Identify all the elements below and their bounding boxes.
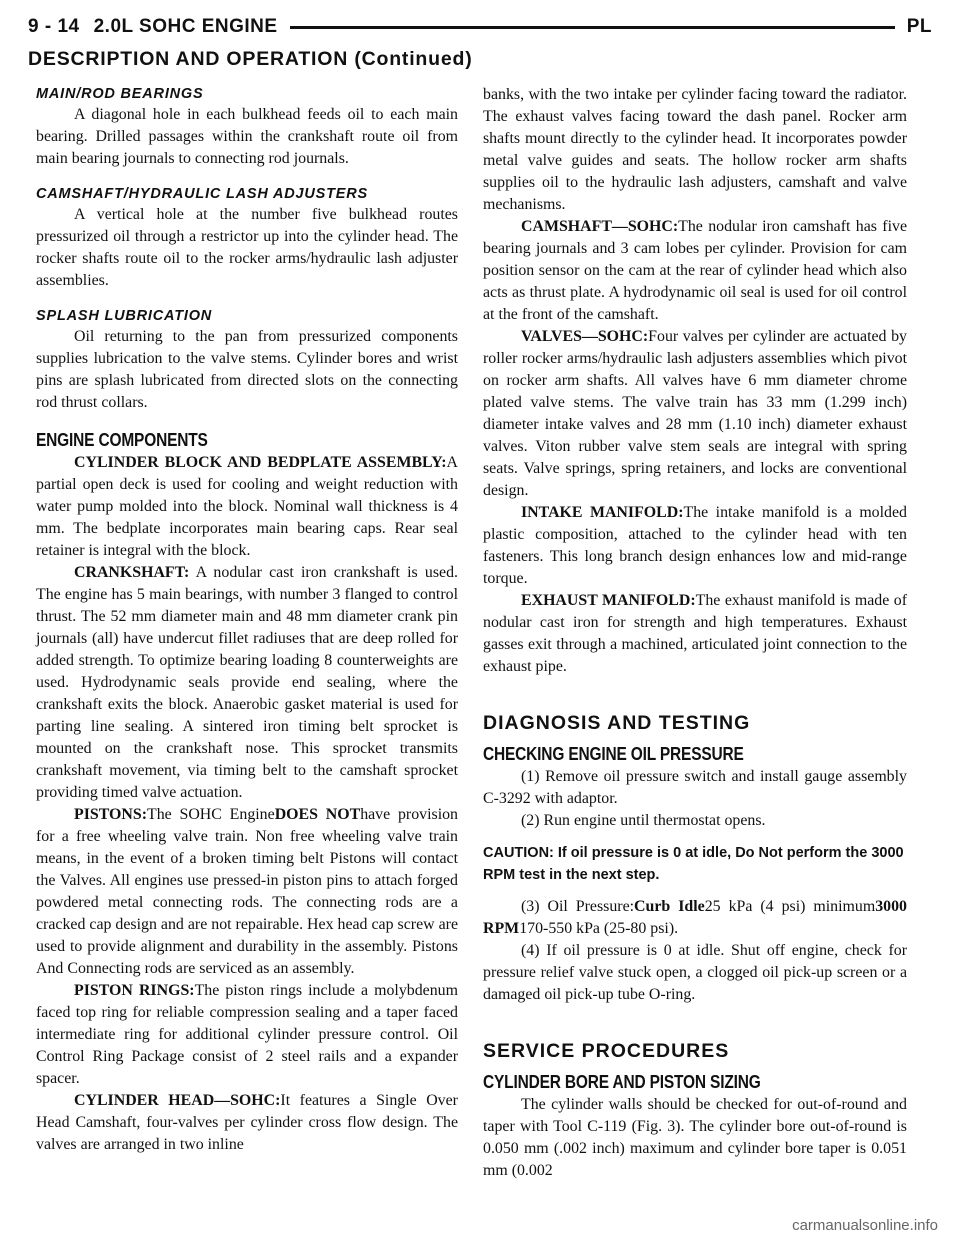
crank-text: A nodular cast iron crankshaft is used. The engine has 5 main bearings, with number 3 flanged to control thrust. The 52 mm diameter main and 48 mm diameter crank pin journals (all) have undercut fillet radiuses that are deep rolled for added strength. To optimize bearing loading 8 counterweights are used. Hydrodynamic seals provide end sealing, where the crankshaft exits the block. Anaerobic gasket material is used for parting line sealing. A sintered iron timing belt sprocket is mounted on the crankshaft nose. This sprocket transmits crankshaft movement, via timing belt to the camshaft sprocket providing timed valve actuation. — [36, 564, 458, 801]
intake-text: The intake manifold is a molded plastic composition, attached to the cylinder head with ten fasteners. This long branch design enhances low and mid-range torque. — [483, 504, 907, 587]
header-rule — [290, 26, 895, 29]
step-3-rpm: 3000 RPM — [483, 898, 907, 937]
valves-text: Four valves per cylinder are actuated by roller rocker arms/hydraulic lash adjusters assemblies which pivot on rocker arm shafts. All valves have 6 mm diameter chrome plated valve stems. The valve train has 33 mm (1.299 inch) diameter intake valves and 28 mm (1.10 inch) diameter exhaust valves. Viton rubber valve stem seals are integral with spring seats. Valve springs, spring retainers, and locks are conventional design. — [483, 328, 907, 499]
cam-text: The nodular iron camshaft has five bearing journals and 3 cam lobes per cylinder. Provision for cam position sensor on the cam at the rear of cylinder head which also acts as thrust plate. A hydrodynamic oil seal is used for oil control at the front of the camshaft. — [483, 218, 907, 323]
step-2: (2) Run engine until thermostat opens. — [521, 812, 766, 829]
right-column — [483, 84, 907, 1182]
exhaust-text: The exhaust manifold is made of nodular cast iron for strength and high temperatures. Exhaust gasses exit through a machined, articulated joint connection to the exhaust pipe. — [483, 592, 907, 675]
bore-sizing-text: The cylinder walls should be checked for out-of-round and taper with Tool C-119 (Fig. 3). The cylinder bore out-of-round is 0.050 mm (.002 inch) maximum and cylinder bore taper is 0.051 mm (0.002 — [483, 1096, 907, 1179]
pistons-text-a: The SOHC Engine — [147, 806, 275, 823]
exhaust-label: EXHAUST MANIFOLD: — [521, 592, 696, 609]
components-heading: ENGINE COMPONENTS — [36, 430, 208, 450]
step-3 — [483, 896, 907, 940]
rings-paragraph — [36, 980, 458, 1090]
crank-paragraph — [36, 562, 458, 804]
page-header — [28, 10, 932, 44]
left-column — [36, 84, 458, 1156]
valves-label: VALVES—SOHC: — [521, 328, 649, 345]
rings-text: The piston rings include a molybdenum faced top ring for reliable compression sealing and a taper faced intermediate ring for additional cylinder pressure control. Oil Control Ring Package consist of 2 steel rails and a expander spacer. — [36, 982, 458, 1087]
step-3-curb-idle: Curb Idle — [634, 898, 705, 915]
camshaft-lash-heading: CAMSHAFT/HYDRAULIC LASH ADJUSTERS — [36, 186, 368, 202]
watermark: carmanualsonline.info — [792, 1217, 938, 1234]
block-label: CYLINDER BLOCK AND BEDPLATE ASSEMBLY: — [74, 454, 447, 471]
step-1: (1) Remove oil pressure switch and install gauge assembly C-3292 with adaptor. — [483, 768, 907, 807]
rings-label: PISTON RINGS: — [74, 982, 195, 999]
page-number: 9 - 14 — [28, 16, 80, 37]
head-paragraph — [36, 1090, 458, 1156]
cam-paragraph — [483, 216, 907, 326]
pistons-emphasis: DOES NOT — [274, 806, 361, 823]
section-title: 2.0L SOHC ENGINE — [93, 16, 278, 37]
main-rod-heading: MAIN/ROD BEARINGS — [36, 86, 204, 102]
head-label: CYLINDER HEAD—SOHC: — [74, 1092, 281, 1109]
step-4: (4) If oil pressure is 0 at idle. Shut off engine, check for pressure relief valve stuck open, a clogged oil pick-up screen or a damaged oil pick-up tube O-ring. — [483, 942, 907, 1003]
continued-heading: DESCRIPTION AND OPERATION (Continued) — [28, 48, 473, 70]
splash-text: Oil returning to the pan from pressurized components supplies lubrication to the valve stems. Cylinder bores and wrist pins are splash lubricated from directed slots on the connecting rod thrust collars. — [36, 328, 458, 411]
valves-paragraph — [483, 326, 907, 502]
intake-paragraph — [483, 502, 907, 590]
pistons-paragraph — [36, 804, 458, 980]
crank-label: CRANKSHAFT: — [74, 564, 190, 581]
caution-note: CAUTION: If oil pressure is 0 at idle, Do Not perform the 3000 RPM test in the next step. — [483, 845, 904, 883]
bore-sizing-heading: CYLINDER BORE AND PISTON SIZING — [483, 1072, 761, 1092]
step-3-idle-value: 25 kPa (4 psi) minimum — [704, 898, 876, 915]
diagnosis-heading: DIAGNOSIS AND TESTING — [483, 712, 751, 734]
camshaft-lash-text: A vertical hole at the number five bulkhead routes pressurized oil through a restrictor up into the cylinder head. The rocker shafts route oil to the rocker arms/hydraulic lash adjuster assemblies. — [36, 206, 458, 289]
pistons-label: PISTONS: — [74, 806, 148, 823]
step-3-lead: (3) Oil Pressure: — [521, 898, 635, 915]
main-rod-text: A diagonal hole in each bulkhead feeds oil to each main bearing. Drilled passages within the crankshaft route oil from main bearing journals to connecting rod journals. — [36, 106, 458, 167]
splash-heading: SPLASH LUBRICATION — [36, 308, 213, 324]
service-heading: SERVICE PROCEDURES — [483, 1040, 730, 1062]
oil-pressure-heading: CHECKING ENGINE OIL PRESSURE — [483, 744, 744, 764]
cam-label: CAMSHAFT—SOHC: — [521, 218, 679, 235]
exhaust-paragraph — [483, 590, 907, 678]
intake-label: INTAKE MANIFOLD: — [521, 504, 684, 521]
pistons-text-b: have provision for a free wheeling valve train. Non free wheeling valve train means, in the event of a broken timing belt Pistons will contact the Valves. All engines use pressed-in piston pins to attach forged powdered metal connecting rods. The connecting rods are a cracked cap design and are not repairable. Hex head cap screw are used to provide alignment and durability in the assembly. Pistons And Connecting rods are serviced as an assembly. — [36, 806, 458, 977]
head-text: It features a Single Over Head Camshaft, four-valves per cylinder cross flow design. The valves are arranged in two inline — [36, 1092, 458, 1153]
model-code: PL — [906, 16, 932, 37]
head-continued: banks, with the two intake per cylinder facing toward the radiator. The exhaust valves facing toward the dash panel. Rocker arm shafts mount directly to the cylinder head. It incorporates powder metal valve guides and seats. The hollow rocker arm shafts supplies oil to the hydraulic lash adjusters, camshaft and valve mechanisms. — [483, 86, 907, 213]
block-text: A partial open deck is used for cooling and weight reduction with water pump molded into the block. Nominal wall thickness is 4 mm. The bedplate incorporates main bearing caps. Rear seal retainer is integral with the block. — [36, 454, 458, 559]
block-paragraph — [36, 452, 458, 562]
step-3-rpm-value: 170-550 kPa (25-80 psi). — [519, 920, 679, 937]
